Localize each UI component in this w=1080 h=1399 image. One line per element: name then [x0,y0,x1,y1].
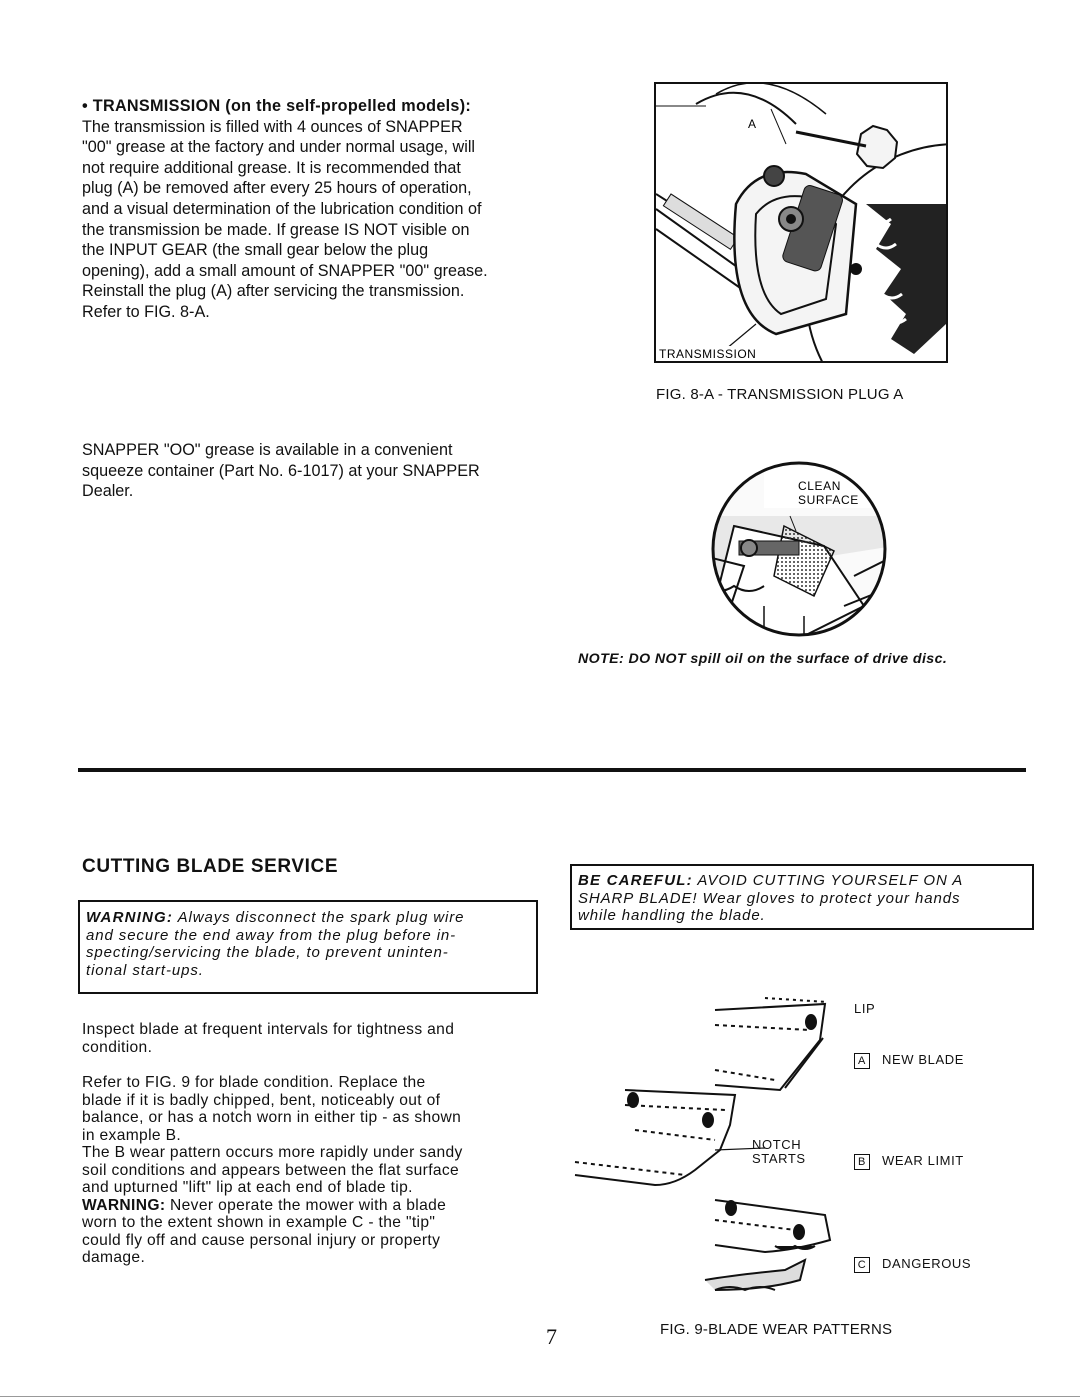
fig8a-illustration [654,82,948,363]
warning-box [78,900,538,994]
lip-label: LIP [854,1001,876,1016]
cutting-blade-heading: CUTTING BLADE SERVICE [82,856,339,877]
warning-line: Always disconnect the spark plug wire [177,909,465,926]
transmission-paragraph [82,96,530,323]
legend-box-c: C [854,1257,870,1273]
blade-wear-drawing [565,990,865,1300]
careful-line: AVOID CUTTING YOURSELF ON A [697,872,964,889]
legend-wear-limit [854,1153,964,1170]
legend-label-c: DANGEROUS [882,1256,972,1271]
transmission-drawing [656,84,946,361]
plug-label-a: A [748,117,757,131]
refer-line: Refer to FIG. 9 for blade condition. Replace the [82,1074,426,1091]
legend-dangerous [854,1256,971,1273]
refer-line: soil conditions and appears between the flat surface [82,1161,460,1179]
transmission-line: plug (A) be removed after every 25 hours of operation, [82,179,472,198]
transmission-line: Reinstall the plug (A) after servicing the transmission. [82,282,465,301]
warning2-label: WARNING: [82,1196,166,1214]
transmission-line: The transmission is filled with 4 ounces of SNAPPER [82,117,463,136]
warning2-line: Never operate the mower with a blade [165,1196,447,1214]
refer-line: and upturned "lift" lip at each end of blade tip. [82,1179,413,1196]
bottom-rule [0,1396,1080,1397]
transmission-line: the INPUT GEAR (the small gear below the plug [82,241,429,260]
transmission-line: not require additional grease. It is recommended that [82,158,461,177]
clean-label: CLEAN [798,479,842,493]
warning-line: specting/servicing the blade, to prevent uninten- [86,944,449,961]
legend-new-blade [854,1052,964,1069]
warning2-line: could fly off and cause personal injury or property [82,1231,441,1249]
surface-label: SURFACE [798,493,859,507]
section-divider [78,768,1026,772]
refer-line: blade if it is badly chipped, bent, noticeably out of [82,1091,441,1109]
transmission-line: and a visual determination of the lubrication condition of [82,199,482,218]
legend-box-b: B [854,1154,870,1170]
notch-line2: STARTS [752,1151,806,1166]
notch-line1: NOTCH [752,1137,802,1152]
notch-label [752,1138,806,1166]
blade-body-text [82,1021,532,1267]
transmission-label: TRANSMISSION [659,347,757,361]
careful-line: SHARP BLADE! Wear gloves to protect your hands [578,889,961,907]
careful-line: while handling the blade. [578,907,766,924]
transmission-line: the transmission be made. If grease IS NOT visible on [82,220,470,239]
oil-note: NOTE: DO NOT spill oil on the surface of drive disc. [578,651,948,667]
drive-disc-illustration [704,456,894,646]
warning2-line: damage. [82,1249,146,1266]
refer-line: in example B. [82,1126,182,1144]
grease-availability-paragraph [82,440,530,502]
transmission-line: opening), add a small amount of SNAPPER "00" grease. [82,261,488,280]
warning2-line: worn to the extent shown in example C - the "tip" [82,1214,436,1231]
availability-line: SNAPPER "OO" grease is available in a convenient [82,441,453,459]
transmission-heading: • TRANSMISSION (on the self-propelled models): [82,97,472,115]
refer-line: balance, or has a notch worn in either tip - as shown [82,1109,462,1126]
inspect-line: Inspect blade at frequent intervals for tightness and [82,1021,455,1038]
warning-line: tional start-ups. [86,961,204,979]
page-number: 7 [546,1324,557,1349]
availability-line: Dealer. [82,482,134,501]
fig9-caption: FIG. 9-BLADE WEAR PATTERNS [660,1321,893,1338]
transmission-line: "00" grease at the factory and under normal usage, will [82,138,476,157]
availability-line: squeeze container (Part No. 6-1017) at your SNAPPER [82,461,480,480]
careful-label: BE CAREFUL: [578,872,693,889]
refer-line: The B wear pattern occurs more rapidly under sandy [82,1144,463,1161]
transmission-line: Refer to FIG. 8-A. [82,302,210,321]
warning-line: and secure the end away from the plug before in- [86,926,457,944]
legend-label-a: NEW BLADE [882,1052,964,1067]
legend-label-b: WEAR LIMIT [882,1153,964,1168]
inspect-line: condition. [82,1038,153,1056]
careful-box [570,864,1034,930]
warning-label: WARNING: [86,909,174,926]
fig8a-caption: FIG. 8-A - TRANSMISSION PLUG A [656,386,904,403]
legend-box-a: A [854,1053,870,1069]
